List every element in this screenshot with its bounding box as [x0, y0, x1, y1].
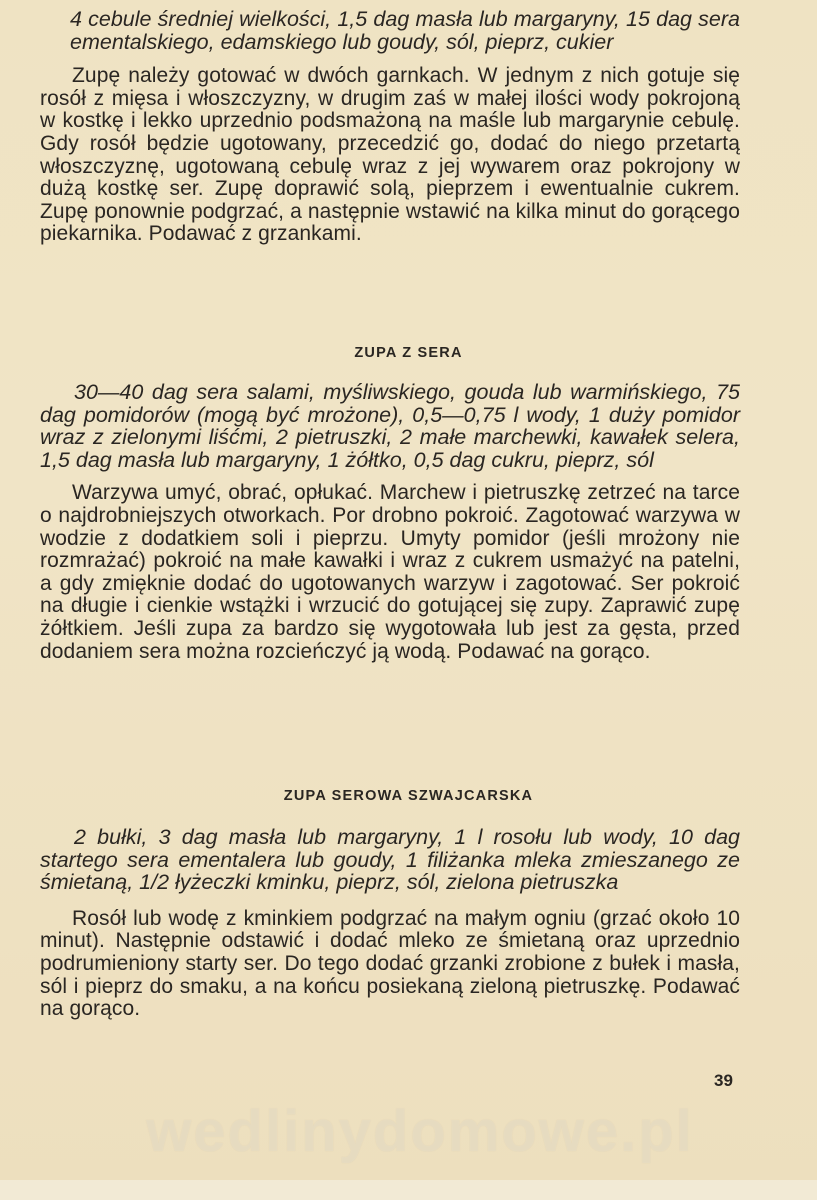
recipe2-ingredients: 2 bułki, 3 dag masła lub margaryny, 1 l rosołu lub wody, 10 dag startego sera ementalera lub goudy, 1 filiżanka mleka zmieszanego ze śmietaną, 1/2 łyżeczki kminku, pieprz, sól, zielona pietruszka: [40, 825, 740, 895]
intro-method: Zupę należy gotować w dwóch garnkach. W jednym z nich gotuje się rosół z mięsa i włoszczyzny, w drugim zaś w małej ilości wody pokrojoną w kostkę i lekko uprzednio podsmażoną na maśle lub margarynie cebulę. Gdy rosół będzie ugotowany, przecedzić go, dodać do niego przetartą włoszczyznę, ugotowaną cebulę wraz z jej wywarem oraz pokrojony w dużą kostkę ser. Zupę doprawić solą, pieprzem i ewentualnie cukrem. Zupę ponownie podgrzać, a następnie wstawić na kilka minut do gorącego piekarnika. Podawać z grzankami.: [40, 64, 740, 246]
recipe-zupa-z-sera: [40, 381, 740, 663]
intro-ingredients: 4 cebule średniej wielkości, 1,5 dag masła lub margaryny, 15 dag sera ementalskiego, edamskiego lub goudy, sól, pieprz, cukier: [70, 7, 740, 54]
recipe-zupa-serowa-szwajcarska: [40, 826, 740, 1021]
recipe1-ingredients: 30—40 dag sera salami, myśliwskiego, gouda lub warmińskiego, 75 dag pomidorów (mogą być mrożone), 0,5—0,75 l wody, 1 duży pomidor wraz z zielonymi liśćmi, 2 pietruszki, 2 małe marchewki, kawałek selera, 1,5 dag masła lub margaryny, 1 żółtko, 0,5 dag cukru, pieprz, sól: [40, 380, 740, 472]
recipe2-method: Rosół lub wodę z kminkiem podgrzać na małym ogniu (grzać około 10 minut). Następnie odstawić i dodać mleko ze śmietaną oraz uprzednio podrumieniony starty ser. Do tego dodać grzanki zrobione z bułek i masła, sól i pieprz do smaku, a na końcu posiekaną zieloną pietruszkę. Podawać na gorąco.: [40, 906, 740, 1021]
page-number: 39: [714, 1071, 733, 1090]
recipe-title-zupa-z-sera: ZUPA Z SERA: [354, 345, 463, 361]
recipe-title-zupa-serowa-szwajcarska: ZUPA SEROWA SZWAJCARSKA: [283, 788, 534, 804]
recipe1-method: Warzywa umyć, obrać, opłukać. Marchew i pietruszkę zetrzeć na tarce o najdrobniejszych otworkach. Por drobno pokroić. Zagotować warzywa w wodzie z dodatkiem soli i pieprzu. Umyty pomidor (jeśli mrożony nie rozmrażać) pokroić na małe kawałki i wraz z cukrem usmażyć na patelni, a gdy zmięknie dodać do ugotowanych warzyw i zagotować. Ser pokroić na długie i cienkie wstążki i wrzucić do gotującej się zupy. Zaprawić zupę żółtkiem. Jeśli zupa za bardzo się wygotowała lub jest za gęsta, przed dodaniem sera można rozcieńczyć ją wodą. Podawać na gorąco.: [40, 481, 740, 663]
page-bottom-margin: [0, 1180, 817, 1200]
intro-section: [40, 8, 740, 246]
watermark: wedlinydomowe.pl: [146, 1099, 694, 1164]
